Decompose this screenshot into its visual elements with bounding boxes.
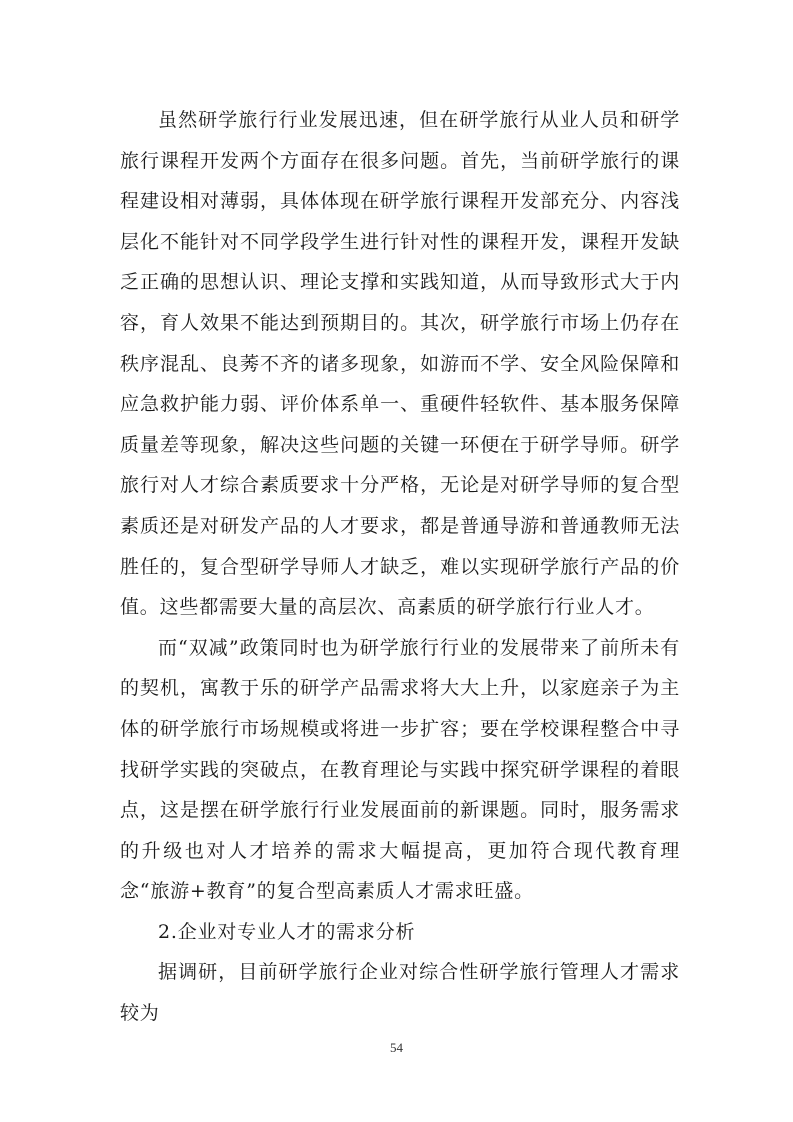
body-text [120, 100, 680, 1034]
paragraph-double-reduction-policy: 而“双减”政策同时也为研学旅行行业的发展带来了前所未有的契机，寓教于乐的研学产品需求将大大上升，以家庭亲子为主体的研学旅行市场规模或将进一步扩容；要在学校课程整合中寻找研学实践的突破点，在教育理论与实践中探究研学课程的着眼点，这是摆在研学旅行行业发展面前的新课题。同时，服务需求的升级也对人才培养的需求大幅提高，更加符合现代教育理念“旅游+教育”的复合型高素质人才需求旺盛。 [120, 636, 680, 903]
section-heading: 2.企业对专业人才的需求分析 [158, 920, 416, 943]
page-number: 54 [390, 1040, 403, 1055]
paragraph-industry-problems: 虽然研学旅行行业发展迅速，但在研学旅行从业人员和研学旅行课程开发两个方面存在很多问题。首先，当前研学旅行的课程建设相对薄弱，具体体现在研学旅行课程开发部充分、内容浅层化不能针对不同学段学生进行针对性的课程开发，课程开发缺乏正确的思想认识、理论支撑和实践知道，从而导致形式大于内容，育人效果不能达到预期目的。其次，研学旅行市场上仍存在秩序混乱、良莠不齐的诸多现象，如游而不学、安全风险保障和应急救护能力弱、评价体系单一、重硬件轻软件、基本服务保障质量差等现象，解决这些问题的关键一环便在于研学导师。研学旅行对人才综合素质要求十分严格，无论是对研学导师的复合型素质还是对研发产品的人才要求，都是普通导游和普通教师无法胜任的，复合型研学导师人才缺乏，难以实现研学旅行产品的价值。这些都需要大量的高层次、高素质的研学旅行行业人才。 [120, 109, 680, 619]
paragraph-survey: 据调研，目前研学旅行企业对综合性研学旅行管理人才需求较为 [120, 961, 680, 1025]
